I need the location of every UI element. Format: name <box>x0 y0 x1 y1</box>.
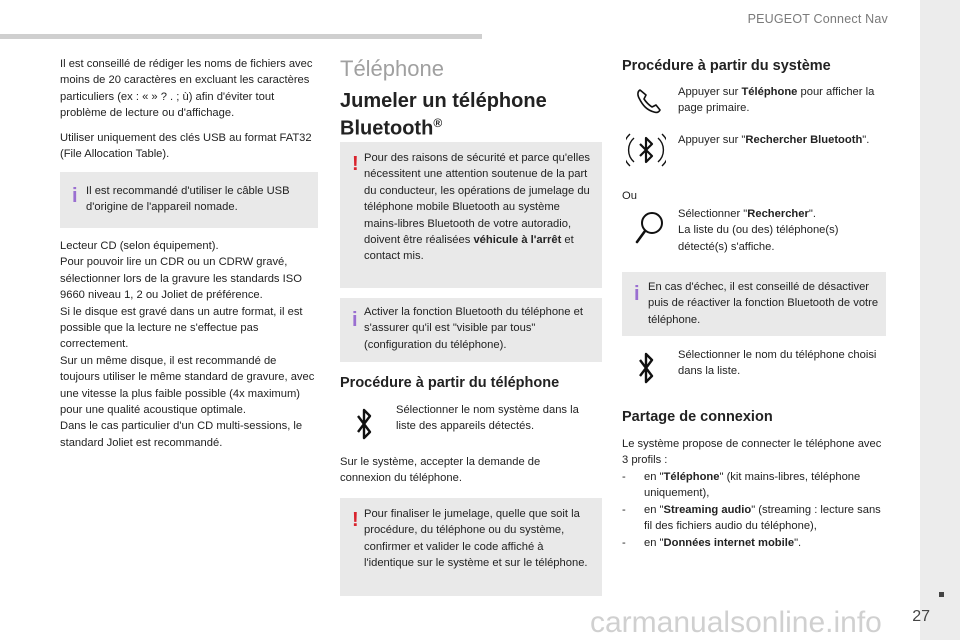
list-item <box>622 535 886 551</box>
warning-icon: ! <box>352 509 359 531</box>
subheading-phone-procedure: Procédure à partir du téléphone <box>340 375 560 391</box>
step-press-search-bluetooth <box>678 132 878 148</box>
warning-box-text: Pour finaliser le jumelage, quelle que soit la procédure, du téléphone ou du système, confirmer et valider le code affiché à l'identique sur le système et sur le téléphone. <box>364 508 588 570</box>
page-marker-square <box>939 592 944 597</box>
phone-icon <box>634 86 664 116</box>
list-item-text-end: " (streaming : lecture sans fil des fichiers audio du téléphone), <box>644 503 881 533</box>
search-icon <box>634 210 666 246</box>
step-text-bold: Téléphone <box>741 86 798 98</box>
step-text: Appuyer sur " <box>678 134 746 146</box>
watermark: carmanualsonline.info <box>590 606 882 639</box>
warning-text-bold: véhicule à l'arrêt <box>473 234 562 247</box>
list-item-text-end: " (kit mains-libres, téléphone uniquement), <box>644 471 861 500</box>
profiles-list <box>622 469 886 551</box>
info-icon: i <box>72 185 78 207</box>
paragraph-profiles-intro: Le système propose de connecter le téléphone avec 3 profils : <box>622 438 882 467</box>
list-item-bold: Données internet mobile <box>663 536 795 549</box>
info-icon: i <box>352 309 358 331</box>
step-text-bold: Rechercher Bluetooth <box>745 134 863 146</box>
header-rule <box>0 34 482 39</box>
info-box-usb-cable <box>60 172 318 228</box>
info-icon: i <box>634 283 640 305</box>
list-item <box>622 469 886 502</box>
step-press-telephone <box>678 84 878 117</box>
info-box-failure <box>622 272 886 336</box>
paragraph-accept: Sur le système, accepter la demande de connexion du téléphone. <box>340 456 541 485</box>
section-title: Téléphone <box>340 56 444 81</box>
bluetooth-icon <box>638 350 654 386</box>
step-text-end: ". <box>862 134 870 146</box>
step-text-end: pour afficher la page primaire. <box>678 86 875 115</box>
list-item-bold: Téléphone <box>663 471 720 483</box>
subheading-system-procedure: Procédure à partir du système <box>622 58 831 74</box>
header-title: PEUGEOT Connect Nav <box>747 12 888 26</box>
warning-box-code <box>340 498 602 596</box>
warning-text-end: et contact mis. <box>364 234 574 263</box>
warning-text: Pour des raisons de sécurité et parce qu'elles nécessitent une attention soutenue de la part du conducteur, les opérations de jumelage du téléphone mobile Bluetooth au système mains-libres Bluetooth de votre autoradio, doivent être réalisées <box>364 152 591 247</box>
paragraph-usb-format: Utiliser uniquement des clés USB au format FAT32 (File Allocation Table). <box>60 132 312 161</box>
or-label: Ou <box>622 190 637 202</box>
list-item-text: en " <box>644 471 664 483</box>
step-select-search <box>678 206 884 255</box>
step-text-bold: Rechercher <box>747 208 809 220</box>
list-item-text-end: ". <box>794 536 802 549</box>
side-strip <box>920 0 960 640</box>
info-box-text: Activer la fonction Bluetooth du téléphone et s'assurer qu'il est "visible par tous" (configuration du téléphone). <box>364 306 583 351</box>
step-text: Appuyer sur <box>678 86 742 98</box>
warning-box-security <box>340 142 602 288</box>
paragraph-cd: Lecteur CD (selon équipement). Pour pouvoir lire un CDR ou un CDRW gravé, sélectionner lors de la gravure les standards ISO 9660 niveau 1, 2 ou Joliet de préférence. Si le disque est gravé dans un autre format, il est possible que la lecture ne s'effectue pas correctement. Sur un même disque, il est recommandé de toujours utiliser le même standard de gravure, avec une vitesse la plus faible possible (4x maximum) pour une qualité acoustique optimale. Dans le cas particulier d'un CD multi-sessions, le standard Joliet est recommandé. <box>60 240 315 449</box>
step-text-end: ". La liste du (ou des) téléphone(s) détecté(s) s'affiche. <box>678 208 839 253</box>
bluetooth-search-icon <box>626 128 666 172</box>
page-heading <box>340 90 602 140</box>
list-item-text: en " <box>644 503 664 516</box>
heading-text: Jumeler un téléphone Bluetooth <box>340 90 547 140</box>
info-box-activate-bluetooth <box>340 298 602 362</box>
warning-icon: ! <box>352 153 359 175</box>
subheading-connection-sharing: Partage de connexion <box>622 409 773 425</box>
info-box-text: Il est recommandé d'utiliser le câble USB d'origine de l'appareil nomade. <box>86 185 290 214</box>
paragraph-filenames: Il est conseillé de rédiger les noms de fichiers avec moins de 20 caractères en excluant les caractères particuliers (ex : « » ? . ; ù) afin d'éviter tout problème de lecture ou d'affichage. <box>60 58 313 120</box>
page-number: 27 <box>912 608 930 625</box>
list-item-text: en " <box>644 536 664 549</box>
list-item-bold: Streaming audio <box>663 503 752 516</box>
step-text: Sélectionner " <box>678 208 748 220</box>
list-item <box>622 502 886 535</box>
heading-registered-mark: ® <box>433 116 443 130</box>
info-box-text: En cas d'échec, il est conseillé de désactiver puis de réactiver la fonction Bluetooth de votre téléphone. <box>648 281 879 326</box>
bluetooth-icon <box>356 406 372 442</box>
step-select-phone-name: Sélectionner le nom du téléphone choisi dans la liste. <box>678 349 877 378</box>
warning-box-text <box>340 142 602 265</box>
step-select-system: Sélectionner le nom système dans la liste des appareils détectés. <box>396 404 579 433</box>
